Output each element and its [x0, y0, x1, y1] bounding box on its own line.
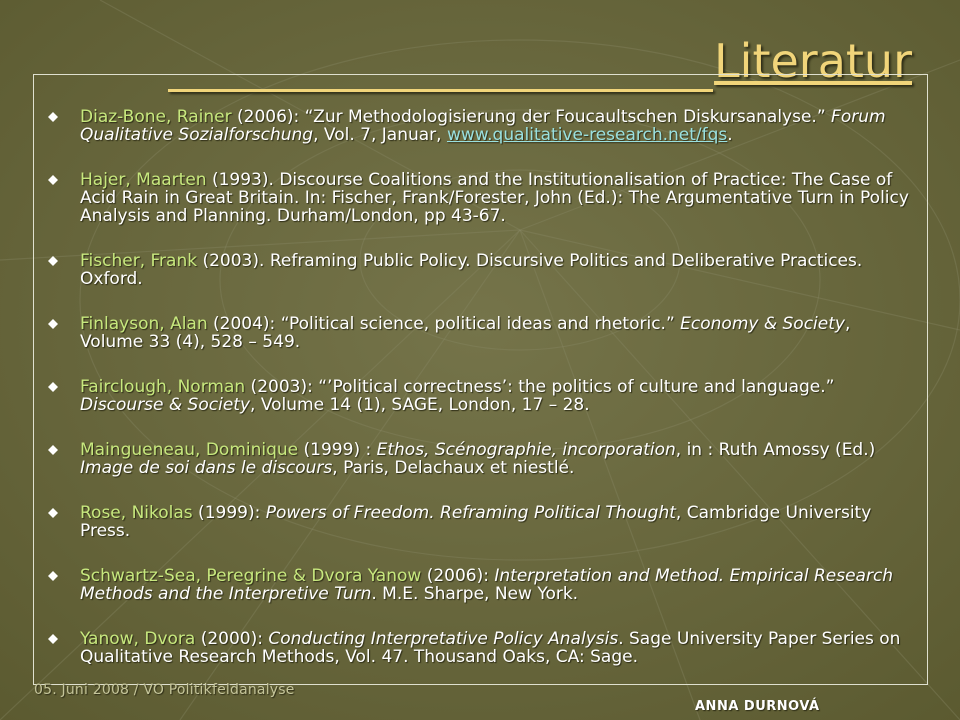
reference-text: “Political science, political ideas and rhetoric.”: [280, 314, 681, 334]
reference-author: Fairclough, Norman: [80, 377, 246, 397]
reference-text: “Zur Methodologisierung der Foucaultschen Diskursanalyse.”: [304, 107, 832, 127]
reference-year: (2006):: [421, 566, 495, 586]
list-item: [44, 441, 916, 477]
diamond-bullet-icon: [48, 445, 58, 455]
reference-list: [44, 108, 916, 693]
reference-text: “’Political correctness’: the politics of culture and language.”: [318, 377, 835, 397]
reference-link[interactable]: www.qualitative-research.net/fqs: [446, 125, 728, 145]
reference-year: (2006):: [231, 107, 305, 127]
footer-author: ANNA DURNOVÁ: [695, 699, 820, 714]
reference-journal: Discourse & Society: [80, 395, 251, 415]
reference-year: (1993).: [206, 170, 280, 190]
reference-author: Yanow, Dvora: [80, 629, 196, 649]
list-item: [44, 378, 916, 414]
diamond-bullet-icon: [48, 571, 58, 581]
reference-details: , Volume 14 (1), SAGE, London, 17 – 28.: [250, 395, 590, 415]
list-item: [44, 630, 916, 666]
reference-details: , Volume 33 (4), 528 – 549.: [80, 314, 851, 352]
reference-details: , in : Ruth Amossy (Ed.): [675, 440, 876, 460]
reference-book-title: Image de soi dans le discours: [80, 458, 333, 478]
reference-text: Reframing Public Policy. Discursive Politics and Deliberative Practices. Oxford.: [80, 251, 863, 289]
diamond-bullet-icon: [48, 508, 58, 518]
list-item: [44, 504, 916, 540]
reference-title: Powers of Freedom. Reframing Political Thought: [265, 503, 676, 523]
list-item: [44, 567, 916, 603]
reference-details: , Cambridge University Press.: [80, 503, 872, 541]
list-item: [44, 171, 916, 225]
diamond-bullet-icon: [48, 319, 58, 329]
reference-journal: Forum Qualitative Sozialforschung: [80, 107, 886, 145]
list-item: [44, 315, 916, 351]
footer-date-course: 05. Juni 2008 / VO Politikfeldanalyse: [34, 682, 295, 698]
reference-author: Hajer, Maarten: [80, 170, 207, 190]
reference-year: (2003).: [197, 251, 270, 271]
reference-details: , Vol. 7, Januar,: [313, 125, 447, 145]
list-item: [44, 252, 916, 288]
reference-author: Schwartz-Sea, Peregrine & Dvora Yanow: [80, 566, 422, 586]
reference-end: .: [727, 125, 733, 145]
reference-journal: Economy & Society: [680, 314, 845, 334]
reference-details: . M.E. Sharpe, New York.: [371, 584, 579, 604]
reference-year: (1999):: [192, 503, 266, 523]
reference-publisher: , Paris, Delachaux et niestlé.: [332, 458, 575, 478]
reference-author: Diaz-Bone, Rainer: [80, 107, 232, 127]
reference-year: (2003):: [245, 377, 319, 397]
diamond-bullet-icon: [48, 382, 58, 392]
reference-title: Ethos, Scénographie, incorporation: [376, 440, 676, 460]
reference-text: Discourse Coalitions and the Institutionalisation of Practice: The Case of Acid Rain in Great Britain. In: Fischer, Frank/Forester, John (Ed.): The Argumentative Turn in Policy Analysis and Planning. Durham/London, pp 43-67.: [80, 170, 909, 226]
diamond-bullet-icon: [48, 112, 58, 122]
reference-year: (2004):: [207, 314, 281, 334]
reference-year: (2000):: [195, 629, 269, 649]
diamond-bullet-icon: [48, 175, 58, 185]
reference-year: (1999) :: [298, 440, 377, 460]
slide-title: Literatur: [714, 34, 912, 88]
reference-title: Conducting Interpretative Policy Analysis: [268, 629, 619, 649]
reference-details: . Sage University Paper Series on Qualitative Research Methods, Vol. 47. Thousand Oaks, CA: Sage.: [80, 629, 901, 667]
list-item: [44, 108, 916, 144]
reference-author: Maingueneau, Dominique: [80, 440, 299, 460]
reference-author: Finlayson, Alan: [80, 314, 208, 334]
reference-title: Interpretation and Method. Empirical Research Methods and the Interpretive Turn: [80, 566, 894, 604]
diamond-bullet-icon: [48, 256, 58, 266]
diamond-bullet-icon: [48, 634, 58, 644]
reference-author: Fischer, Frank: [80, 251, 198, 271]
reference-author: Rose, Nikolas: [80, 503, 193, 523]
